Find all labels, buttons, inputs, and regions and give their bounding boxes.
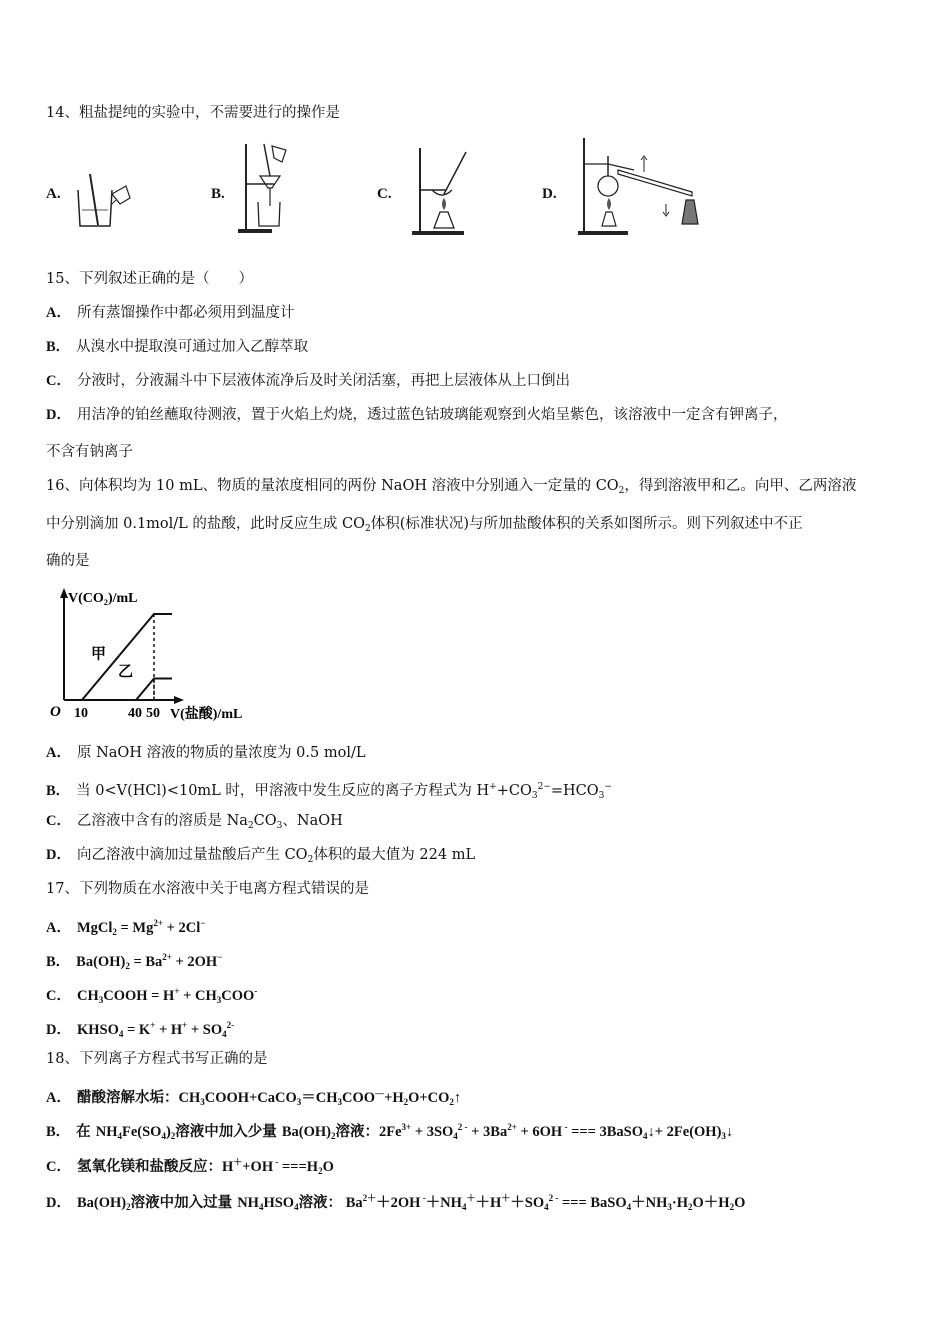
q14-option-d-label: D. [542, 186, 557, 202]
q16-option-c: C． 乙溶液中含有的溶质是 $Na_2CO_3$、NaOH [46, 813, 343, 831]
q14-option-a-label: A. [46, 186, 61, 202]
filtration-apparatus-icon [234, 140, 294, 236]
series-line-甲 [64, 614, 172, 700]
q14-stem: 14、粗盐提纯的实验中，不需要进行的操作是 [46, 105, 340, 121]
q17-option-a: A． MgCl$_2$ = $Mg^{2+} + 2Cl^-$ [46, 918, 206, 937]
x-tick-10: 10 [74, 706, 88, 721]
q18-stem: 18、下列离子方程式书写正确的是 [46, 1051, 268, 1067]
q15-option-a: A． 所有蒸馏操作中都必须用到温度计 [46, 305, 295, 321]
q16-stem-line2: 中分别滴加 0.1mol/L 的盐酸，此时反应生成 $CO_2$体积(标准状况)与所加盐酸体积的关系如图所示。则下列叙述中不正 [46, 516, 803, 534]
q17-option-c: C． $CH_3COOH = H^+ + CH_3COO^-$ [46, 986, 258, 1005]
distillation-apparatus-icon [574, 134, 704, 238]
q16-option-d: D． 向乙溶液中滴加过量盐酸后产生 $CO_2$体积的最大值为 224 mL [46, 847, 476, 865]
q15-option-b: B． 从溴水中提取溴可通过加入乙醇萃取 [46, 339, 309, 355]
q15-option-d-cont: 不含有钠离子 [46, 444, 133, 460]
q16-option-b: B． 当 0<V(HCl)<10mL 时，甲溶液中发生反应的离子方程式为 $H^++CO_3^{2-}=HCO_3^-$ [46, 782, 612, 801]
q15-option-c: C． 分液时，分液漏斗中下层液体流净后及时关闭活塞，再把上层液体从上口倒出 [46, 373, 570, 389]
y-axis-arrow [60, 588, 68, 598]
q16-option-a: A． 原 NaOH 溶液的物质的量浓度为 0.5 mol/L [46, 745, 366, 761]
x-axis-label: V(盐酸)/mL [170, 707, 243, 722]
q15-stem: 15、下列叙述正确的是（ ） [46, 271, 253, 287]
q18-option-c: C． 氢氧化镁和盐酸反应：H＋+OH $^- ===H_2O$ [46, 1157, 334, 1176]
q18-option-a: A． 醋酸溶解水垢：$CH_3COOH+CaCO_3=CH_3COO^—+H_2O+CO_2↑$ [46, 1088, 462, 1107]
q18-option-b: B． 在 $NH_4Fe(SO_4)_2$溶液中加入少量 $Ba(OH)_2$溶液：$2Fe^{3+} + 3SO_4^{2 -} + 3Ba^{2+} + 6OH$ - === 3BaSO$_4$↓+ $2Fe(OH)_3↓$ [46, 1122, 734, 1141]
origin-label: O [50, 704, 61, 720]
q17-stem: 17、下列物质在水溶液中关于电离方程式错误的是 [46, 881, 369, 897]
q14-option-b-label: B. [211, 186, 225, 202]
series-line-乙 [64, 679, 172, 701]
x-tick-40: 40 [128, 706, 142, 721]
q17-option-d: D． $KHSO_4 = K^+ + H^+ + SO_4^{2-}$ [46, 1020, 235, 1039]
q18-option-d: D． $Ba(OH)_2$溶液中加入过量 $NH_4HSO_4$溶液： $Ba^{2+}+2OH$ $^-+NH_4^++H^++SO_4^{2 -}$ === $BaSO_4+NH_3\cdot H_2O+H_2O$ [46, 1193, 746, 1212]
series-label-乙: 乙 [118, 663, 134, 680]
y-axis-label: V(CO₂)/mL [68, 591, 138, 606]
q14-option-c-label: C. [377, 186, 392, 202]
q15-option-d: D． 用洁净的铂丝蘸取待测液，置于火焰上灼烧，透过蓝色钴玻璃能观察到火焰呈紫色，该溶液中一定含有钾离子， [46, 407, 788, 423]
co2-volume-chart [46, 582, 266, 728]
x-axis-arrow [174, 696, 184, 704]
q16-stem-line3: 确的是 [46, 553, 90, 569]
evaporation-apparatus-icon [406, 146, 472, 238]
dissolving-beaker-icon [68, 168, 136, 230]
q16-stem-line1: 16、向体积均为 10 mL、物质的量浓度相同的两份 NaOH 溶液中分别通入一定量的 $CO_2$，得到溶液甲和乙。向甲、乙两溶液 [46, 478, 857, 496]
q17-option-b: B． $Ba(OH)_2 = Ba^{2+} + 2OH^-$ [46, 952, 223, 971]
series-label-甲: 甲 [91, 646, 107, 663]
x-tick-50: 50 [146, 706, 160, 721]
